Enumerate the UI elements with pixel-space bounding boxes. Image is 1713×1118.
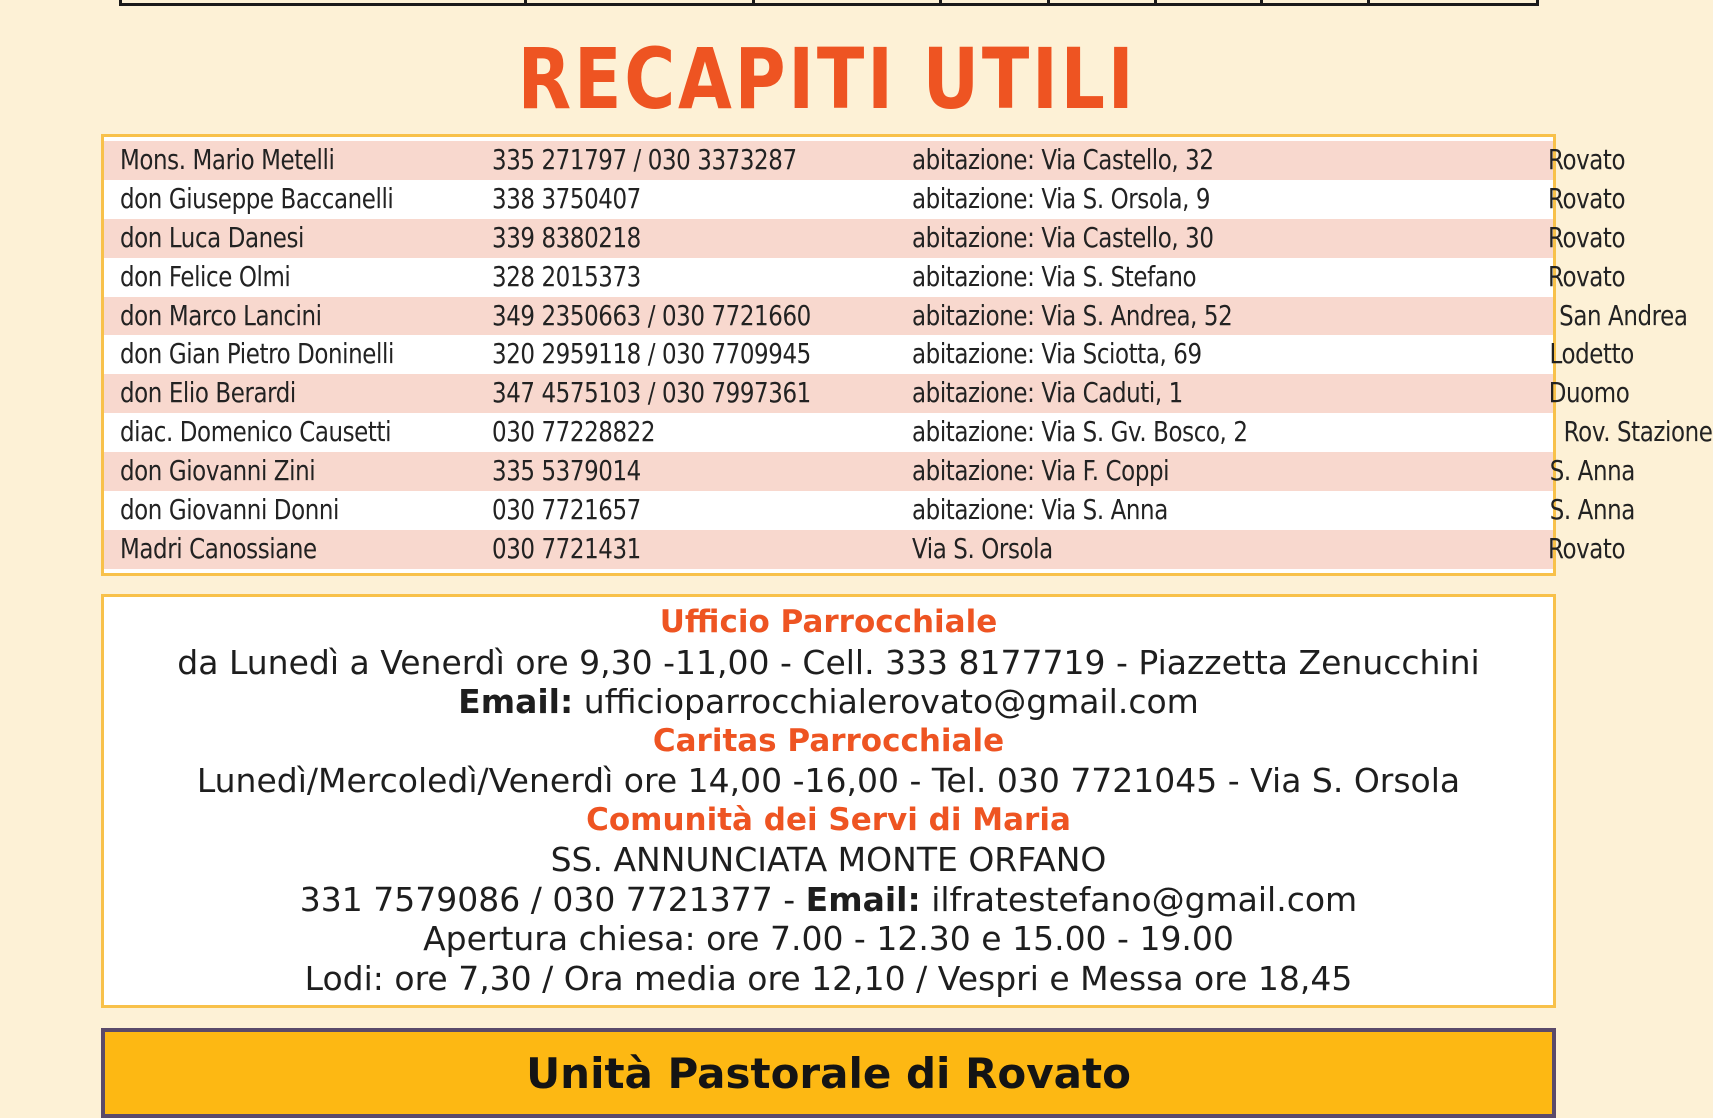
contact-phone: 347 4575103 / 030 7997361 [492,376,811,410]
table-divider [1154,0,1157,3]
contact-phone: 030 77228822 [492,415,656,449]
contact-phone: 030 7721657 [492,493,641,527]
servi-opening: Apertura chiesa: ore 7.00 - 12.30 e 15.00 - 19.00 [423,919,1234,958]
table-divider [1260,0,1263,3]
contact-address: abitazione: Via S. Anna [912,493,1168,527]
contact-row [104,374,1630,413]
contact-row [104,258,1626,297]
ufficio-email: ufficioparrocchialerovato@gmail.com [583,682,1199,721]
contact-place: S. Anna [1549,493,1635,527]
servi-phones: 331 7579086 / 030 7721377 - [299,879,806,919]
table-divider [939,0,942,3]
contact-name: don Luca Danesi [120,220,305,254]
contact-address: abitazione: Via Castello, 30 [912,220,1214,254]
contact-phone: 320 2959118 / 030 7709945 [492,337,811,371]
info-box [101,594,1556,1008]
contact-place: Rov. Stazione [1563,415,1713,449]
contact-place: Rovato [1547,220,1626,254]
contact-phone: 030 7721431 [492,531,641,565]
contact-place: Rovato [1547,181,1626,215]
caritas-hours: Lunedì/Mercoledì/Venerdì ore 14,00 -16,00 - Tel. 030 7721045 - Via S. Orsola [196,761,1461,800]
contact-place: Rovato [1547,531,1626,565]
contact-row [104,452,1635,491]
ufficio-heading: Ufficio Parrocchiale [659,604,998,640]
contact-address: abitazione: Via F. Coppi [912,454,1170,488]
contacts-table [101,134,1713,576]
contact-phone: 335 271797 / 030 3373287 [492,143,797,176]
contact-phone: 335 5379014 [492,454,641,488]
table-divider [524,0,527,3]
contact-place: Rovato [1547,259,1626,293]
contact-name: don Giovanni Zini [120,454,316,488]
contact-row [104,335,1634,374]
servi-email: ilfratestefano@gmail.com [931,879,1358,919]
previous-table-bottom [119,0,1539,6]
servi-contacts [104,880,1553,920]
email-label: Email: [458,682,574,721]
contact-phone: 349 2350663 / 030 7721660 [492,298,811,332]
table-divider [752,0,755,3]
footer-banner [101,1028,1556,1118]
contact-address: abitazione: Via Caduti, 1 [912,376,1183,410]
contact-phone: 339 8380218 [492,220,641,254]
contact-row [104,297,1688,336]
contact-name: don Giuseppe Baccanelli [120,181,394,215]
contact-row [104,413,1713,452]
contact-place: S. Anna [1549,454,1635,488]
table-divider [1367,0,1370,3]
contact-name: Mons. Mario Metelli [120,143,335,176]
contact-place: Rovato [1547,143,1626,176]
table-divider [1047,0,1050,3]
servi-heading: Comunità dei Servi di Maria [586,801,1071,838]
contact-address: abitazione: Via S. Orsola, 9 [912,181,1211,215]
contact-row [104,180,1626,219]
contact-name: Madri Canossiane [120,531,317,565]
ufficio-hours: da Lunedì a Venerdì ore 9,30 -11,00 - Cell. 333 8177719 - Piazzetta Zenucchini [177,642,1480,682]
contact-row [104,219,1626,258]
contact-row [104,530,1626,569]
servi-prayers: Lodi: ore 7,30 / Ora media ore 12,10 / Vespri e Messa ore 18,45 [304,958,1353,998]
contact-name: don Felice Olmi [120,259,291,293]
contact-address: abitazione: Via S. Andrea, 52 [912,298,1233,332]
contact-name: don Gian Pietro Doninelli [120,337,394,371]
caritas-heading: Caritas Parrocchiale [652,722,1005,759]
contact-name: don Elio Berardi [120,376,296,410]
contact-name: diac. Domenico Causetti [120,415,392,449]
contact-row [104,141,1626,180]
contact-address: Via S. Orsola [912,531,1053,565]
contact-row [104,491,1635,530]
contact-place: Lodetto [1549,337,1634,371]
footer-title: Unità Pastorale di Rovato [526,1049,1131,1098]
page-title: RECAPITI UTILI [517,30,1137,128]
email-label: Email: [805,879,921,919]
contact-address: abitazione: Via Sciotta, 69 [912,337,1202,371]
contact-place: Duomo [1548,376,1630,410]
contact-place: San Andrea [1559,298,1688,332]
contact-name: don Marco Lancini [120,298,322,332]
contact-phone: 338 3750407 [492,181,641,215]
contact-address: abitazione: Via S. Stefano [912,259,1197,293]
ufficio-email-line [104,682,1553,722]
contact-address: abitazione: Via Castello, 32 [912,143,1214,176]
contact-name: don Giovanni Donni [120,493,339,527]
contact-phone: 328 2015373 [492,259,641,293]
servi-place: SS. ANNUNCIATA MONTE ORFANO [550,840,1107,879]
contact-address: abitazione: Via S. Gv. Bosco, 2 [912,415,1248,449]
